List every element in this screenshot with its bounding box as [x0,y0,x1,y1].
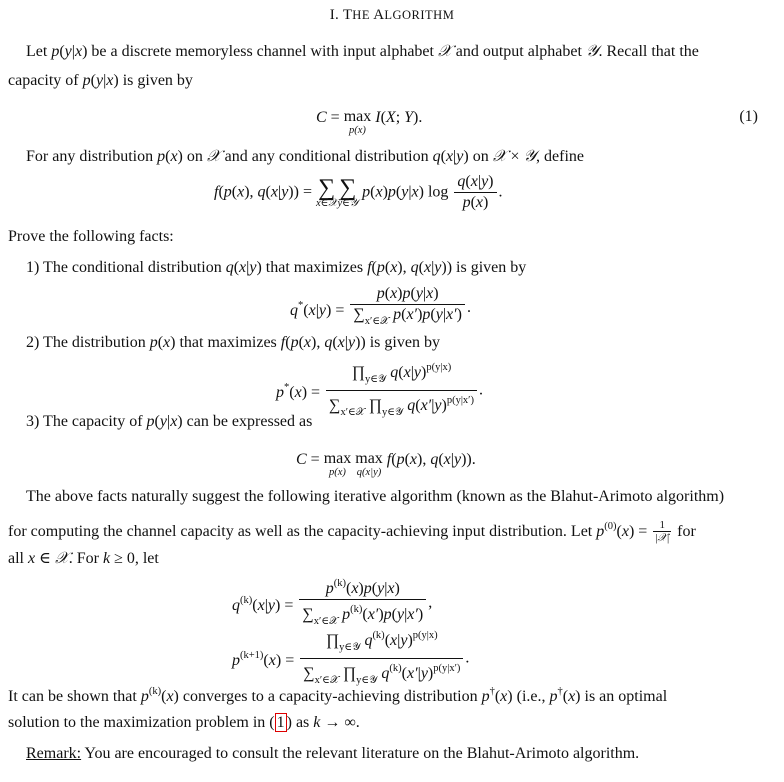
algo-line-3: all x ∈ 𝒳. For k ≥ 0, let [8,548,159,567]
remark-line: Remark: You are encouraged to consult the relevant literature on the Blahut-Arimoto algorithm. [26,745,640,762]
definition-line: For any distribution p(x) on 𝒳 and any conditional distribution q(x|y) on 𝒳 × 𝒴, define [26,146,585,165]
equation-capacity: C = max p(x) I(X; Y). [316,108,423,136]
fact-1: 1) The conditional distribution q(x|y) that maximizes f(p(x), q(x|y)) is given by [26,259,527,276]
equation-p-k-plus-1: $p^{(k+1)}(x)$ = $\frac{\prod_{y\in 𝒴} q^{(k)}(x|y)^{p(y|x)}}{\sum_{x'\in 𝒳} \prod_{y\in 𝒴} q^{(k)}(x'|y)^{p(y|x')}}$ . [232,626,469,691]
algo-line-2: for computing the channel capacity as well as the capacity-achieving input distribution. Let $p^{(0)}(x)$ = $\frac{1}{\text{|𝒳|}}$ for [8,519,696,545]
convergence-line-1: It can be shown that $p^{(k)}(x)$ converges to a capacity-achieving distribution p†(x) (i.e., p†(x) is an optimal [8,686,668,705]
equation-q-k: $q^{(k)}(x|y)$ = $\frac{p^{(k)}(x)p(y|x)}{\sum_{x'\in 𝒳} p^{(k)}(x')p(y|x')}$ , [232,574,432,632]
fact-2: 2) The distribution p(x) that maximizes f(p(x), q(x|y)) is given by [26,334,440,351]
section-heading: I. THE ALGORITHM [329,7,455,23]
equation-p-star: p*(x) = $\frac{\prod_{y\in 𝒴} q(x|y)^{p(y|x)}}{\sum_{x'\in 𝒳} \prod_{y\in 𝒴} q(x'|y)^{p(y|x')}}$ . [276,358,483,423]
equation-q-star: q*(x|y) = $\frac{p(x)p(y|x)}{\sum_{x'\in 𝒳} p(x')p(y|x')}$ . [290,284,471,332]
remark-label: Remark: [26,745,82,762]
equation-capacity-maxmax: C = max p(x) max q(x|y) f(p(x), q(x|y)). [296,450,476,478]
equation-reference-link[interactable]: 1 [276,714,285,731]
equation-f-definition: f(p(x), q(x|y)) = ∑ x∈𝒳 ∑ y∈𝒴 p(x)p(y|x) log $\frac{q(x|y)}{p(x)}$ . [214,173,503,211]
prove-line: Prove the following facts: [8,228,174,245]
intro-line-2: capacity of p(y|x) is given by [8,72,193,89]
convergence-line-2: solution to the maximization problem in ( 1 ) as k → ∞. [8,714,360,731]
fact-3: 3) The capacity of p(y|x) can be expressed as [26,413,313,430]
intro-line-1: Let p(y|x) be a discrete memoryless channel with input alphabet 𝒳 and output alphabet 𝒴. Recall that the [26,41,699,60]
equation-number: (1) [739,108,758,125]
algo-line-1: The above facts naturally suggest the following iterative algorithm (known as the Blahut-Arimoto algorithm) [26,488,725,505]
